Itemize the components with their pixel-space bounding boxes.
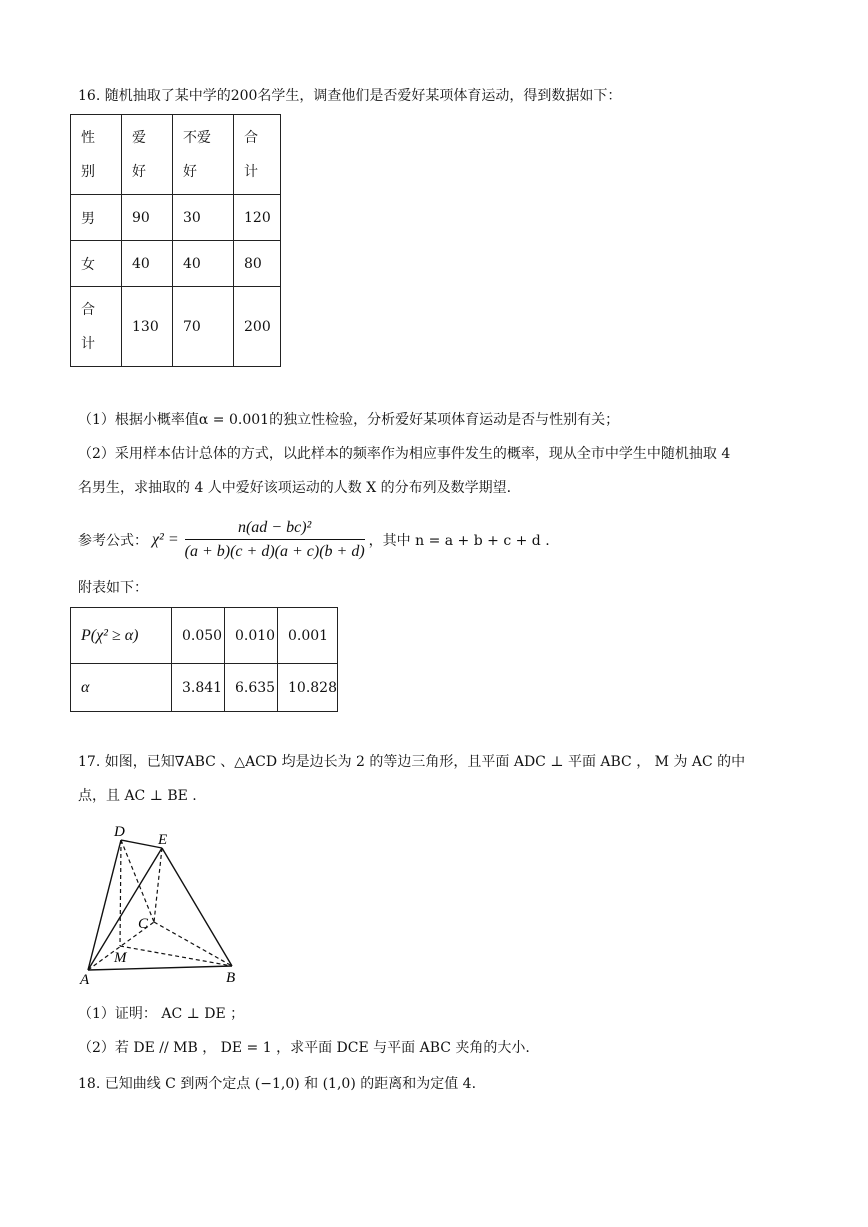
label-C: C	[138, 916, 149, 932]
formula-tail: ，其中 n = a + b + c + d .	[368, 533, 550, 549]
formula-lhs: χ² =	[152, 531, 179, 548]
formula-label: 参考公式：	[78, 533, 148, 549]
row-label: P(χ² ≥ α)	[71, 608, 172, 664]
table-cell: 30	[173, 195, 234, 241]
row-label: 男	[71, 195, 122, 241]
table-cell: 200	[234, 287, 281, 367]
label-B: B	[226, 970, 236, 986]
q16-stem: 16. 随机抽取了某中学的200名学生，调查他们是否爱好某项体育运动，得到数据如下：	[78, 88, 622, 104]
table-cell: 6.635	[225, 664, 278, 712]
label-E: E	[158, 832, 168, 848]
q16-part2-line2: 名男生，求抽取的 4 人中爱好该项运动的人数 X 的分布列及数学期望.	[78, 480, 512, 496]
table-row	[71, 608, 338, 664]
table-cell: 40	[122, 241, 173, 287]
table-cell: 40	[173, 241, 234, 287]
q16-formula	[78, 512, 550, 568]
edge-DE	[121, 840, 162, 848]
header-cell-dislike: 不爱 好	[173, 115, 234, 195]
edge-DC	[121, 840, 154, 922]
q16-appendix-label: 附表如下：	[78, 580, 148, 596]
formula-denominator: (a + b)(c + d)(a + c)(b + d)	[184, 543, 365, 560]
header-cell-like: 爱 好	[122, 115, 173, 195]
q17-geometry-figure	[74, 818, 254, 988]
table-cell: 70	[173, 287, 234, 367]
edge-DM	[120, 840, 121, 946]
formula-fraction	[185, 519, 365, 561]
table-row	[71, 664, 338, 712]
q16-part2-line1: （2）采用样本估计总体的方式，以此样本的频率作为相应事件发生的概率，现从全市中学生中随机抽取 4	[78, 446, 731, 462]
edge-CB	[154, 922, 232, 966]
table-header-row	[71, 115, 281, 195]
edge-EB	[162, 848, 232, 966]
label-D: D	[114, 824, 125, 840]
q17-stem-line2: 点，且 AC ⊥ BE .	[78, 788, 197, 804]
label-M: M	[114, 950, 127, 966]
q17-part1: （1）证明： AC ⊥ DE ；	[78, 1006, 245, 1022]
table-cell: 0.001	[278, 608, 338, 664]
q16-part1: （1）根据小概率值α = 0.001的独立性检验，分析爱好某项体育运动是否与性别有关；	[78, 412, 620, 428]
formula-numerator: n(ad − bc)²	[185, 519, 365, 540]
row-label: α	[71, 664, 172, 712]
table-row	[71, 287, 281, 367]
table-cell: 80	[234, 241, 281, 287]
table-cell: 3.841	[172, 664, 225, 712]
header-cell-gender: 性 别	[71, 115, 122, 195]
table-cell: 90	[122, 195, 173, 241]
q17-stem-line1: 17. 如图，已知∇ABC 、△ACD 均是边长为 2 的等边三角形，且平面 ADC ⊥ 平面 ABC ， M 为 AC 的中	[78, 754, 746, 770]
q17-part2: （2）若 DE // MB ， DE = 1 ，求平面 DCE 与平面 ABC 夹角的大小.	[78, 1040, 530, 1056]
row-label: 合 计	[71, 287, 122, 367]
table-cell: 130	[122, 287, 173, 367]
table-cell: 0.050	[172, 608, 225, 664]
q18-stem: 18. 已知曲线 C 到两个定点 (−1,0) 和 (1,0) 的距离和为定值 4.	[78, 1076, 477, 1092]
table-row	[71, 241, 281, 287]
edge-AB	[88, 966, 232, 970]
table-cell: 0.010	[225, 608, 278, 664]
table-cell: 10.828	[278, 664, 338, 712]
header-cell-total: 合 计	[234, 115, 281, 195]
table-row	[71, 195, 281, 241]
row-label: 女	[71, 241, 122, 287]
table-cell: 120	[234, 195, 281, 241]
q16-data-table	[70, 114, 281, 367]
label-A: A	[80, 972, 90, 988]
q16-appendix-table	[70, 607, 338, 712]
